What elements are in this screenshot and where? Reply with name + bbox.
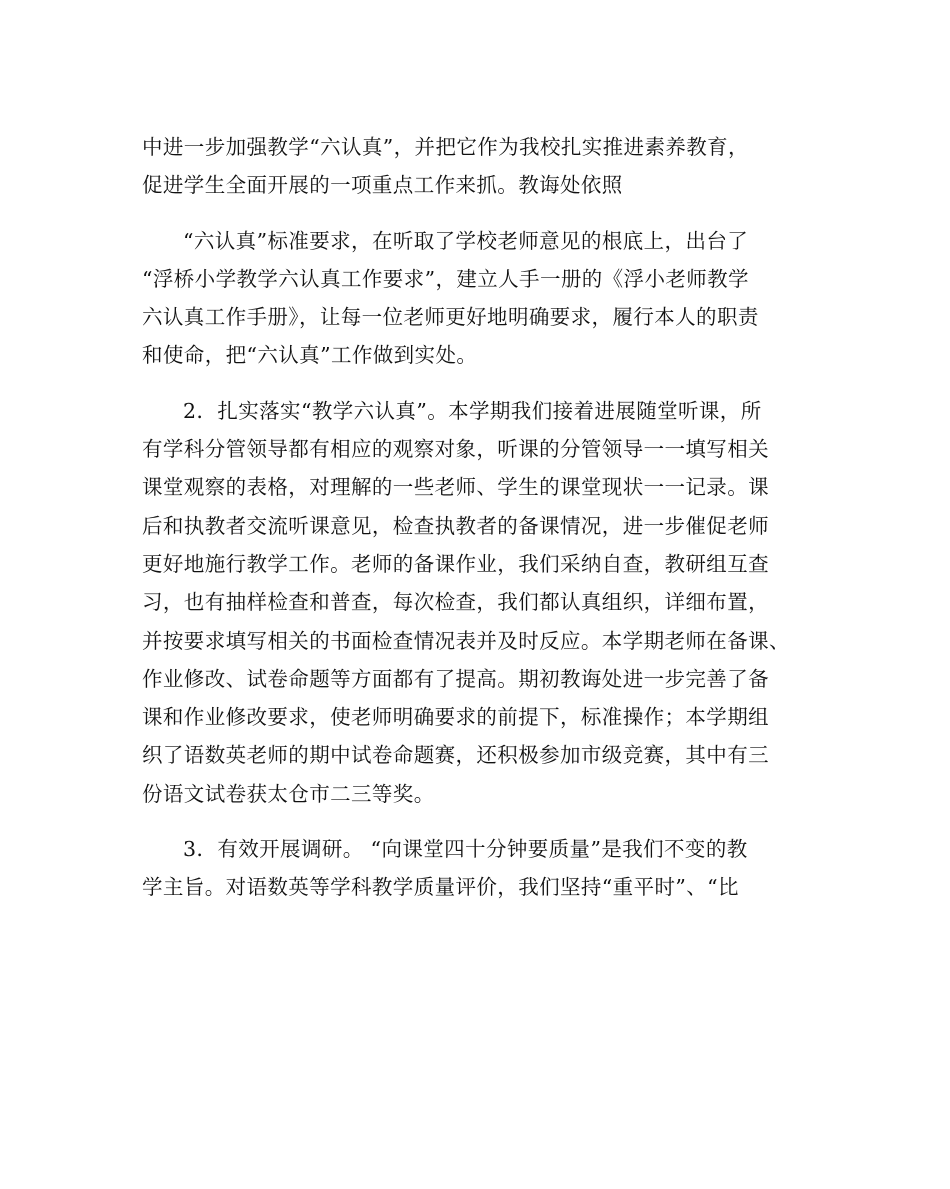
text-line: “浮桥小学教学六认真工作要求”，建立人手一册的《浮小老师教学: [142, 266, 749, 291]
text-line: 课堂观察的表格，对理解的一些老师、学生的课堂现状一一记录。课: [142, 475, 769, 500]
paragraph: [142, 222, 842, 375]
text-line: 促进学生全面开展的一项重点工作来抓。教诲处依照: [142, 173, 623, 198]
text-line: 课和作业修改要求，使老师明确要求的前提下，标准操作；本学期组: [142, 705, 769, 730]
text-line: 中进一步加强教学“六认真”，并把它作为我校扎实推进素养教育，: [142, 135, 749, 159]
paragraph-gap: [142, 813, 842, 830]
text-line: 2．扎实落实“教学六认真”。本学期我们接着进展随堂听课，所: [183, 398, 762, 423]
document-body: [142, 128, 842, 907]
text-line: 六认真工作手册》，让每一位老师更好地明确要求，履行本人的职责: [142, 305, 759, 330]
text-line: 习，也有抽样检查和普查，每次检查，我们都认真组织，详细布置，: [142, 590, 769, 615]
text-line: 和使命，把“六认真”工作做到实处。: [142, 343, 478, 368]
paragraph: [142, 830, 842, 907]
paragraph: [142, 392, 842, 813]
paragraph-gap: [142, 375, 842, 392]
text-line: 份语文试卷获太仓市二三等奖。: [142, 781, 435, 806]
paragraph-gap: [142, 205, 842, 222]
text-line: 后和执教者交流听课意见，检查执教者的备课情况，进一步催促老师: [142, 513, 769, 538]
text-line: 织了语数英老师的期中试卷命题赛，还积极参加市级竞赛，其中有三: [142, 743, 769, 768]
paragraph: [142, 128, 842, 205]
text-line: 作业修改、试卷命题等方面都有了提高。期初教诲处进一步完善了备: [142, 666, 769, 691]
text-line: 更好地施行教学工作。老师的备课作业，我们采纳自查，教研组互查: [142, 551, 769, 576]
text-line: 并按要求填写相关的书面检查情况表并及时反应。本学期老师在备课、: [142, 628, 790, 653]
text-line: 3．有效开展调研。 “向课堂四十分钟要质量”是我们不变的教: [183, 837, 748, 862]
text-line: 有学科分管领导都有相应的观察对象，听课的分管领导一一填写相关: [142, 437, 769, 462]
text-line: 学主旨。对语数英等学科教学质量评价，我们坚持“重平时”、“比: [142, 875, 739, 900]
text-line: “六认真”标准要求，在听取了学校老师意见的根底上，出台了: [183, 228, 749, 253]
